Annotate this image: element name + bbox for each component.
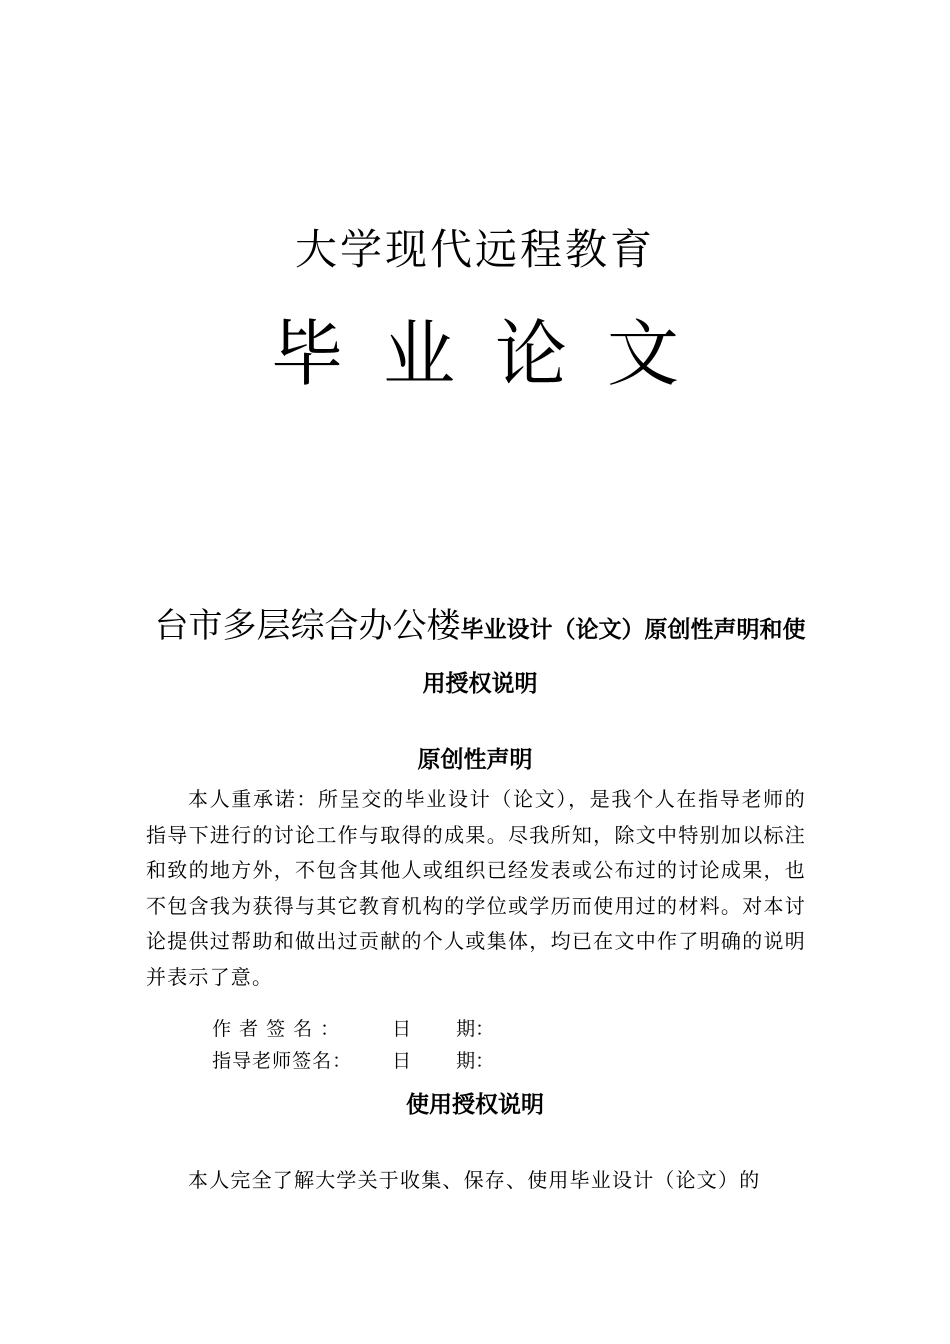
date-label-first: 日	[392, 1050, 412, 1072]
author-signature-label: 作者签名：	[212, 1018, 348, 1040]
subject-title	[150, 600, 810, 712]
authorization-heading: 使用授权说明	[406, 1092, 544, 1118]
subject-declaration-title: 毕业设计（论文）原创性声明和使用授权说明	[422, 617, 806, 697]
thesis-title-char: 毕	[270, 312, 343, 396]
university-title: 大学现代远程教育	[294, 225, 655, 274]
date-label-second: 期：	[456, 1050, 495, 1072]
date-label-first: 日	[392, 1018, 412, 1040]
originality-paragraph: 本人重承诺：所呈交的毕业设计（论文），是我个人在指导老师的指导下进行的讨论工作与取得的成果。尽我所知，除文中特别加以标注和致的地方外，不包含其他人或组织已经发表或公布过的讨论成果，也不包含我为获得与其它教育机构的学位或学历而使用过的材料。对本讨论提供过帮助和做出过贡献的个人或集体，均已在文中作了明确的说明并表示了意。	[146, 787, 806, 989]
thesis-title	[0, 312, 950, 396]
date-label-second: 期：	[456, 1018, 495, 1040]
subject-project-name: 台市多层综合办公楼	[154, 606, 461, 646]
advisor-signature-label: 指导老师签名：	[212, 1050, 353, 1072]
authorization-paragraph: 本人完全了解大学关于收集、保存、使用毕业设计（论文）的	[188, 1168, 761, 1192]
originality-heading: 原创性声明	[417, 747, 533, 773]
thesis-title-char: 文	[607, 312, 680, 396]
thesis-title-char: 论	[495, 312, 568, 396]
thesis-title-char: 业	[382, 312, 455, 396]
date-label	[392, 1046, 494, 1076]
